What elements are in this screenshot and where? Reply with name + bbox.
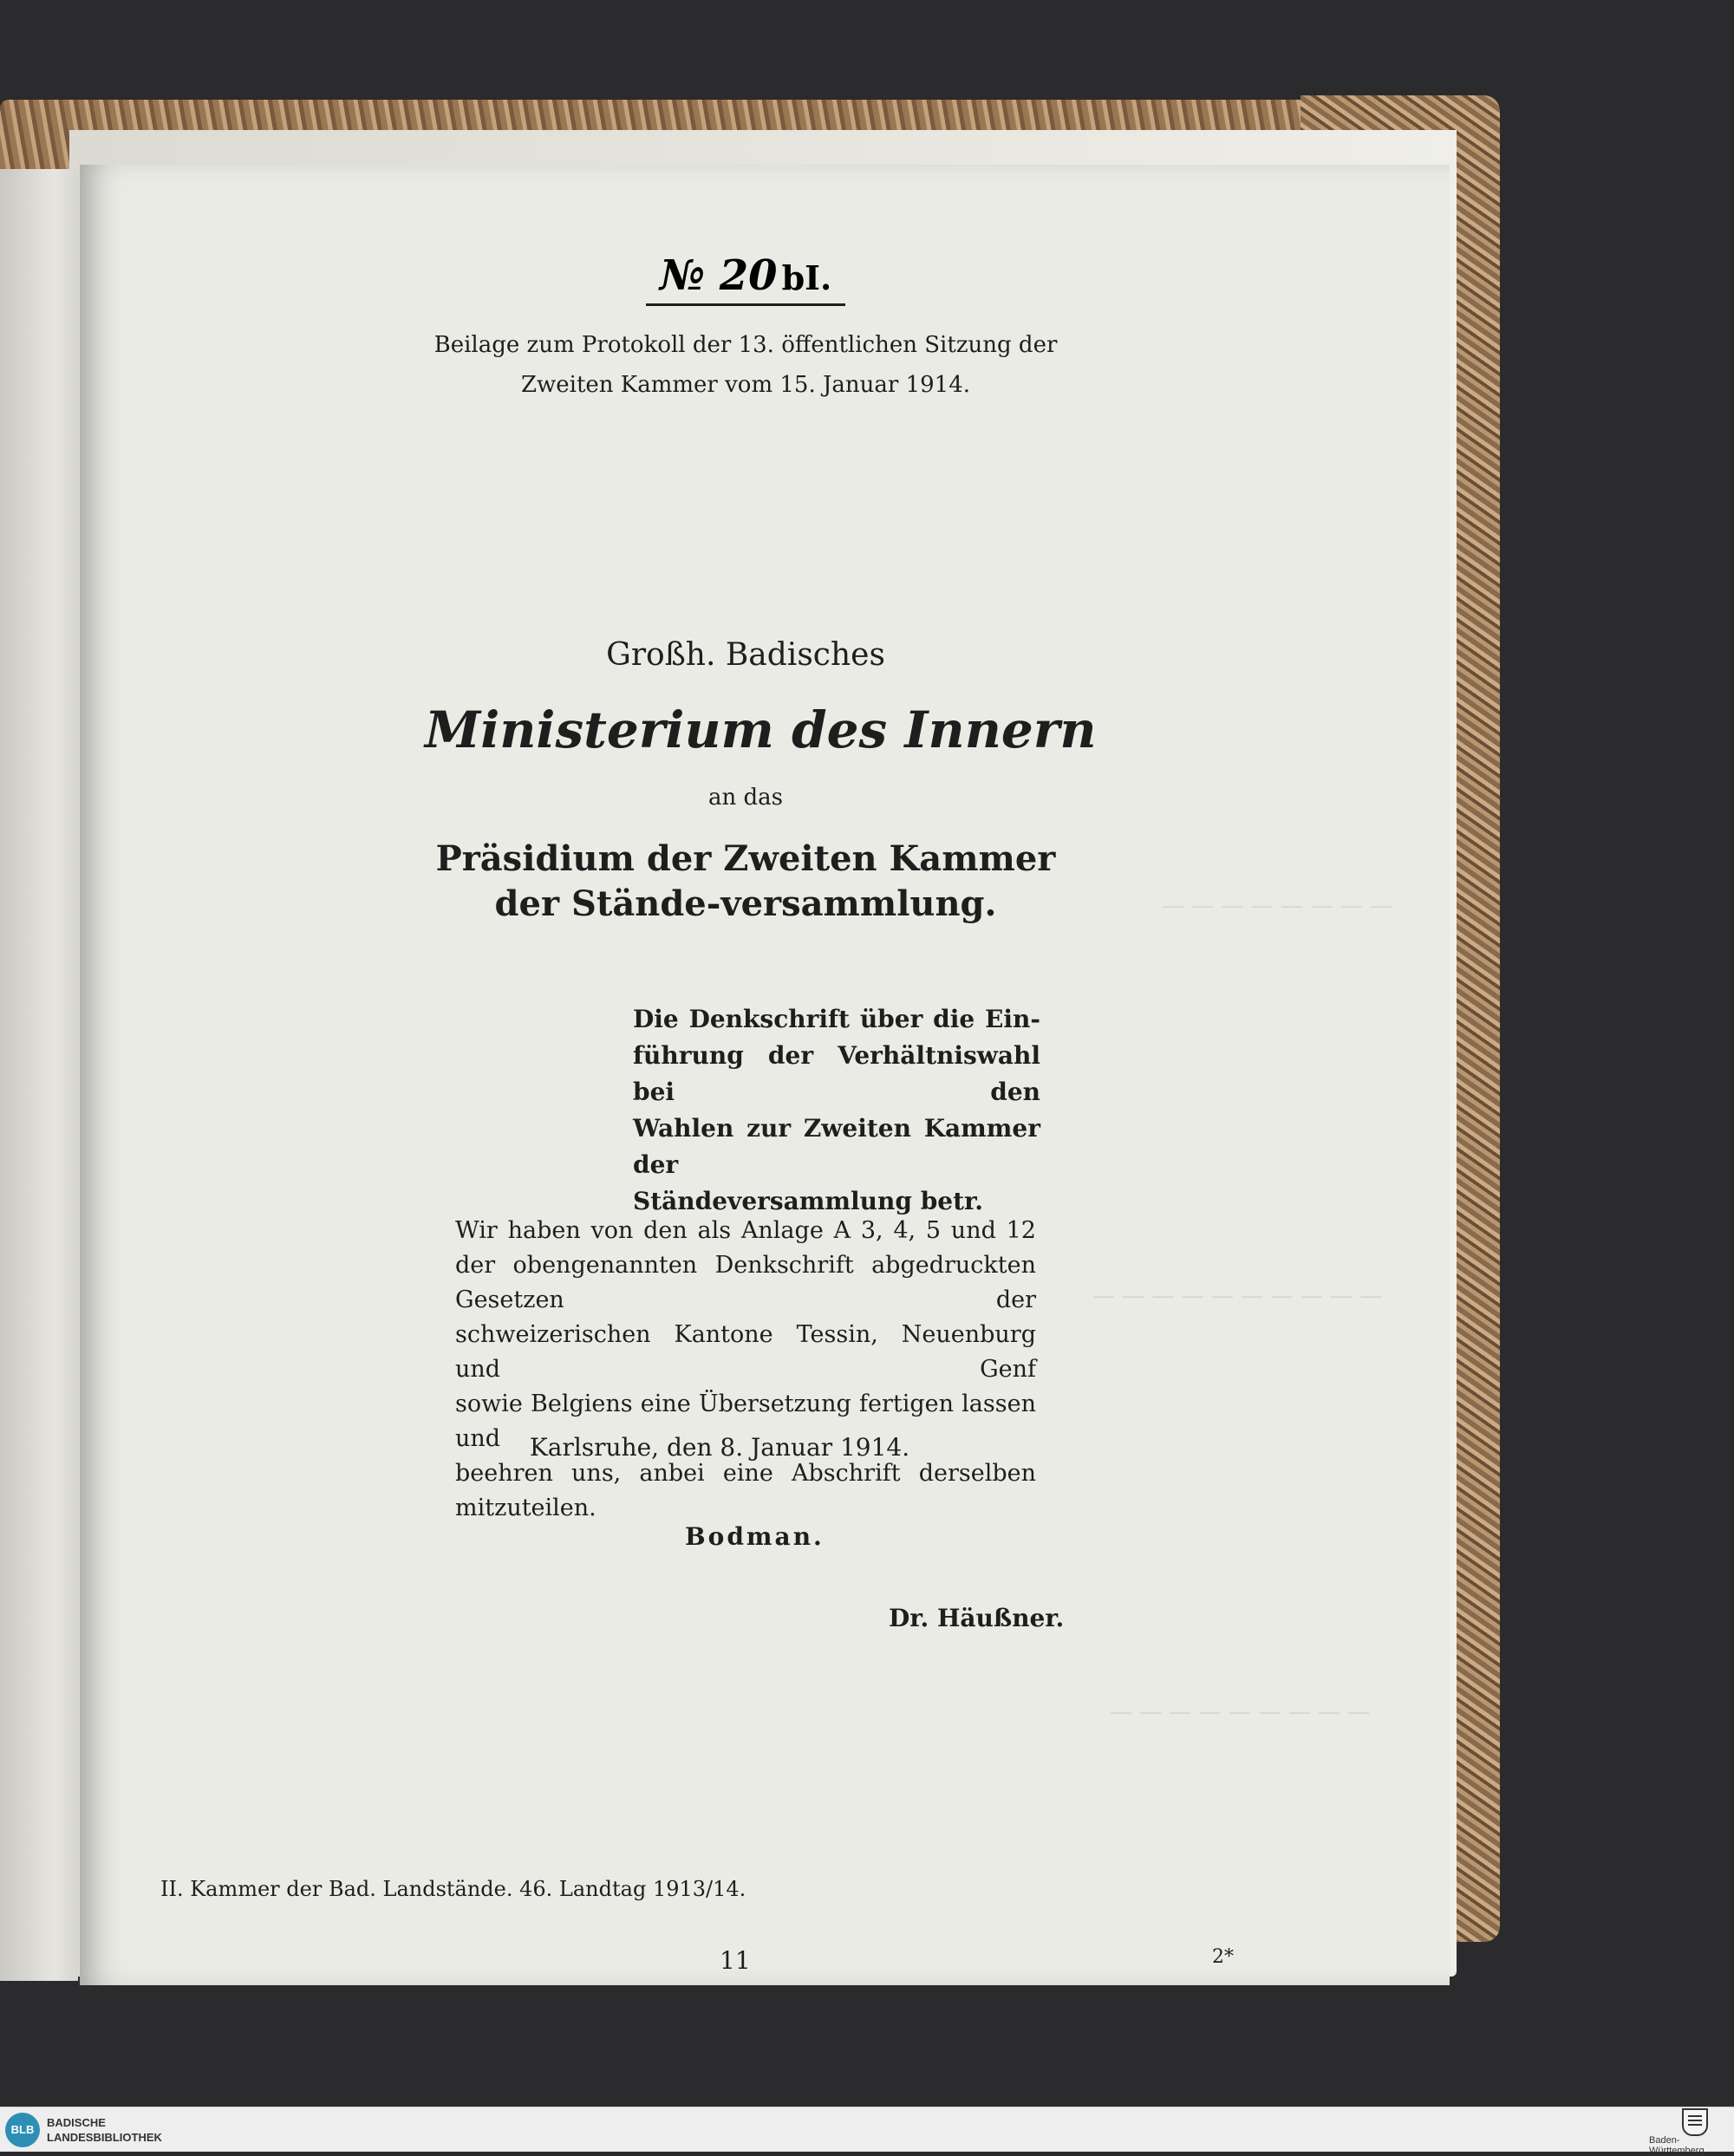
body-line: der obengenannten Denkschrift abgedruckten Gesetzen der <box>455 1252 1036 1313</box>
place-date: Karlsruhe, den 8. Januar 1914. <box>529 1433 910 1462</box>
beilage-line: Beilage zum Protokoll der 13. öffentlichen Sitzung der <box>434 332 1058 358</box>
subject-line: Wahlen zur Zweiten Kammer der <box>633 1114 1040 1179</box>
sender-ministry: Ministerium des Innern <box>425 700 1097 759</box>
document-number <box>646 251 845 306</box>
sender-line-1: Großh. Badisches <box>606 637 885 673</box>
beilage-note <box>434 325 1058 405</box>
viewer-footer-bar <box>0 2107 1734 2152</box>
library-name <box>47 2115 162 2145</box>
addressee-connector: an das <box>708 785 783 811</box>
library-name-line: BADISCHE <box>47 2116 106 2129</box>
subject-line: führung der Verhältniswahl bei den <box>633 1041 1040 1106</box>
body-line: sowie Belgiens eine Übersetzung fertigen lassen und <box>455 1391 1036 1452</box>
facing-page-edge <box>0 169 78 1981</box>
subject-line: Die Denkschrift über die Ein- <box>633 1005 1040 1033</box>
recipient: Präsidium der Zweiten Kammer der Stände-versammlung. <box>435 838 1056 924</box>
body-line: Wir haben von den als Anlage A 3, 4, 5 und 12 <box>455 1217 1036 1244</box>
document-number-suffix: bI. <box>781 258 832 297</box>
bleed-through-text: — — — — — — — — — <box>1110 1699 1371 1725</box>
baden-wuerttemberg-label: Baden-Württemberg <box>1649 2135 1705 2156</box>
subject-line: Ständeversammlung betr. <box>633 1187 983 1215</box>
body-line: schweizerischen Kantone Tessin, Neuenburg und Genf <box>455 1321 1036 1383</box>
bleed-through-text: — — — — — — — — — — <box>1092 1283 1383 1309</box>
signatory-bodman: Bodman. <box>685 1522 825 1551</box>
footer-landtag: II. Kammer der Bad. Landstände. 46. Landtag 1913/14. <box>160 1877 746 1901</box>
page-number: 11 <box>720 1946 751 1975</box>
printer-signature-mark: 2* <box>1212 1946 1234 1968</box>
library-name-line: LANDESBIBLIOTHEK <box>47 2131 162 2144</box>
body-paragraph <box>455 1214 1036 1526</box>
document-number-value: № 20 <box>659 251 778 300</box>
blb-logo-icon[interactable]: BLB <box>5 2113 40 2147</box>
body-line: beehren uns, anbei eine Abschrift derselben mitzuteilen. <box>455 1460 1036 1521</box>
bleed-through-text: — — — — — — — — <box>1162 893 1392 919</box>
subject-block <box>633 1001 1040 1220</box>
baden-wuerttemberg-crest-icon <box>1682 2108 1708 2136</box>
signatory-haeussner: Dr. Häußner. <box>889 1604 1065 1632</box>
beilage-line: Zweiten Kammer vom 15. Januar 1914. <box>520 372 971 398</box>
